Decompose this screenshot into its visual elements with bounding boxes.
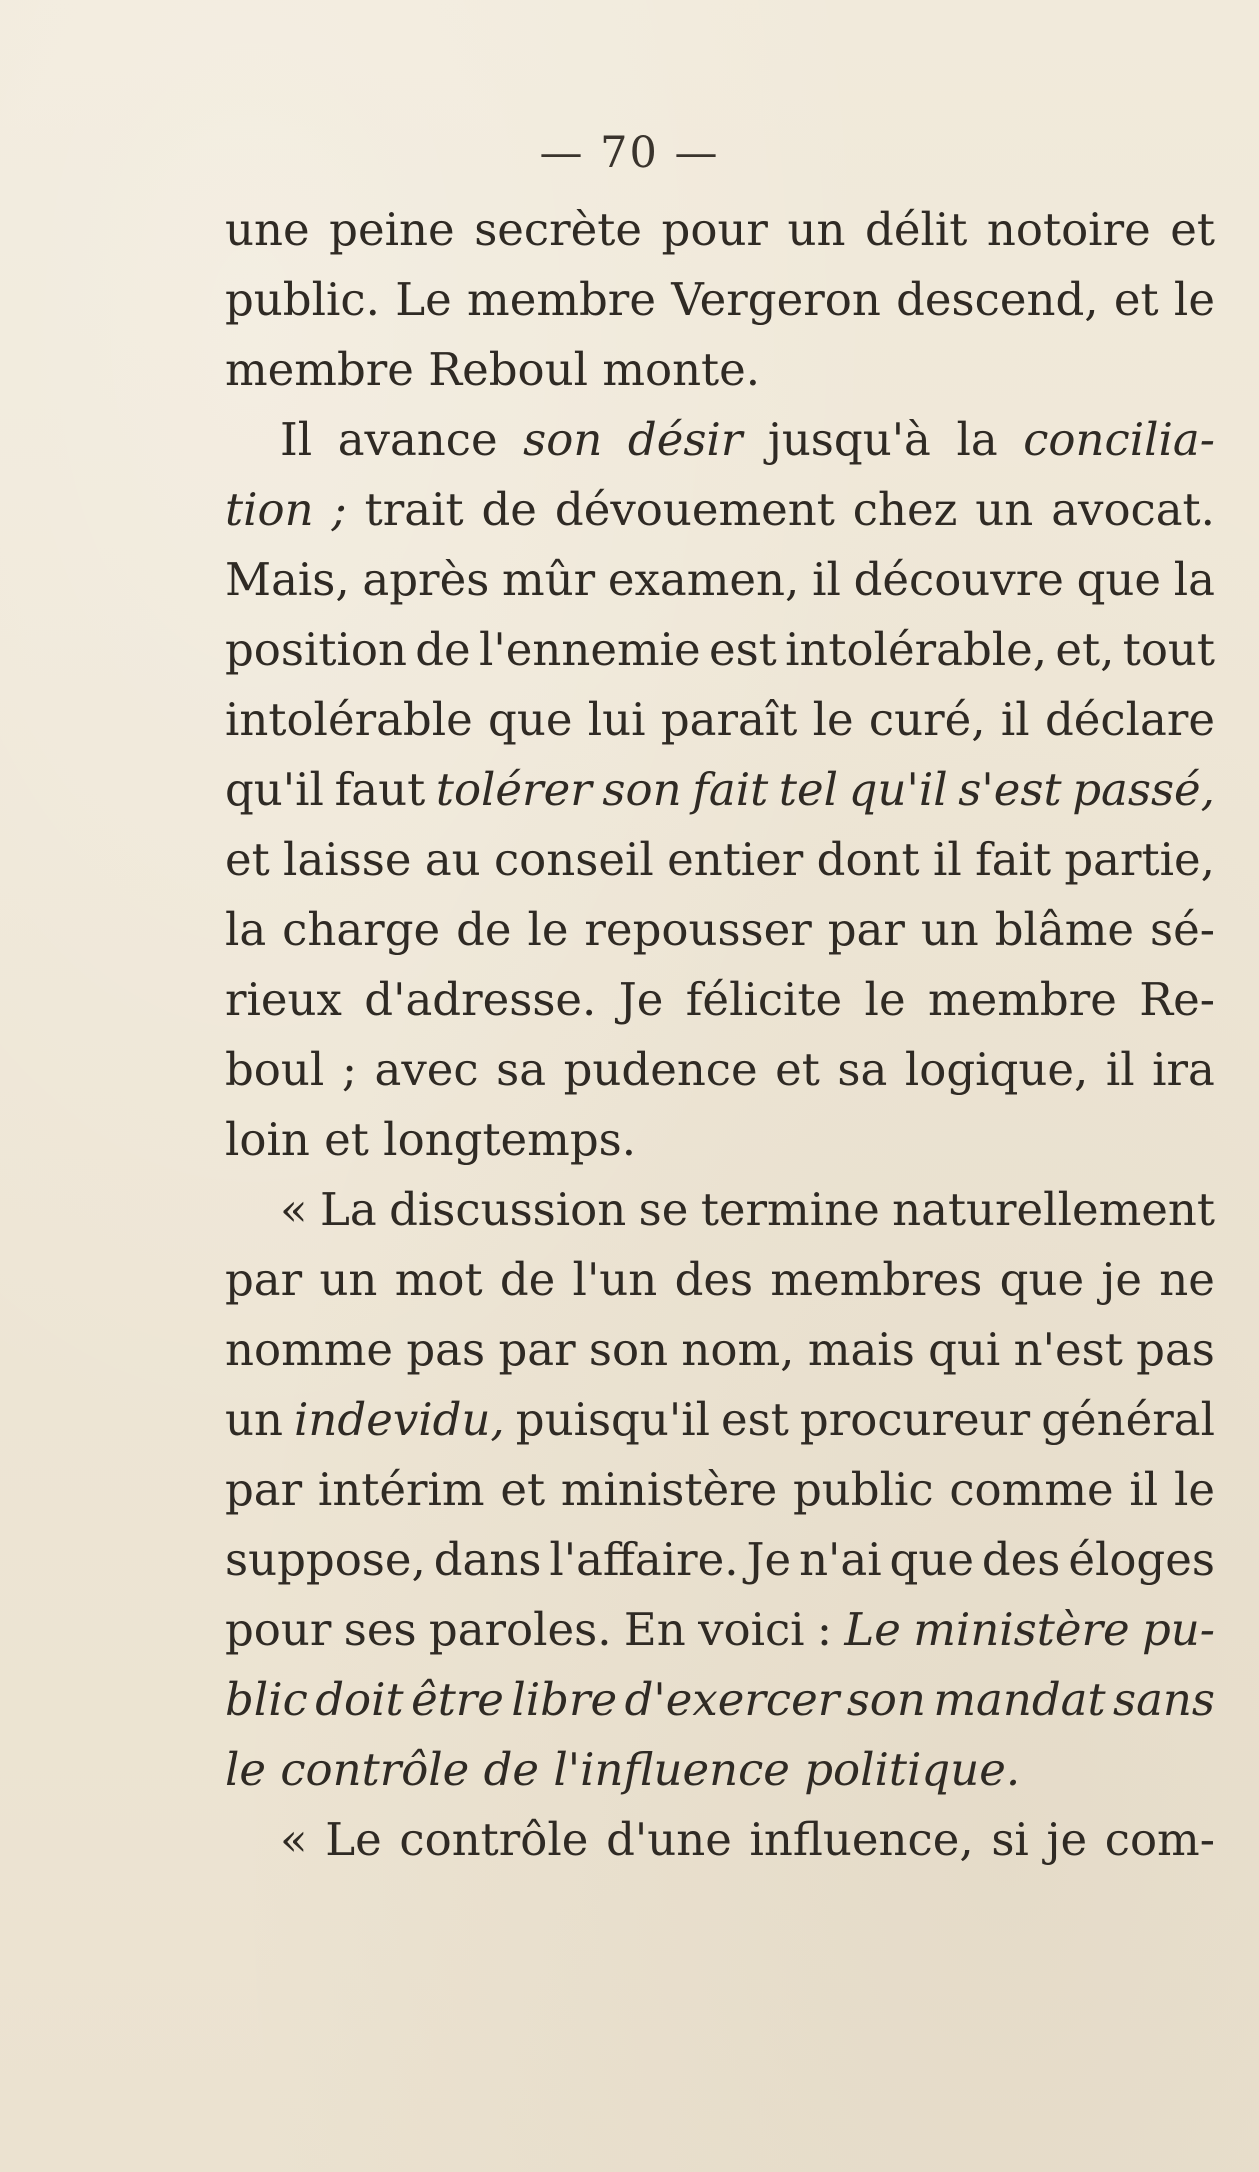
word: avec (374, 1043, 479, 1096)
word: pudence (563, 1043, 758, 1096)
word: intolérable, (785, 623, 1048, 676)
word: de (415, 623, 471, 676)
text-line (225, 265, 1215, 335)
word: par (827, 903, 905, 956)
text-segment: loin et longtemps. (225, 1113, 637, 1166)
italic-word: qu'il (848, 763, 948, 816)
word: faut (334, 763, 426, 816)
word: pour (661, 203, 768, 256)
word: laisse (283, 833, 412, 886)
italic-word: être (411, 1673, 504, 1726)
word: En (623, 1603, 686, 1656)
word: d'une (606, 1813, 732, 1866)
word: Je (618, 973, 664, 1026)
word: mûr (502, 553, 596, 606)
word: voici (698, 1603, 805, 1656)
word: ira (1152, 1043, 1215, 1096)
word: ses (343, 1603, 417, 1656)
text-line (225, 1315, 1215, 1385)
text-line (225, 1175, 1215, 1245)
word: si (991, 1813, 1029, 1866)
word: notoire (986, 203, 1151, 256)
italic-word: son (846, 1673, 926, 1726)
text-segment: membre Reboul monte. (225, 343, 761, 396)
word: curé, (868, 693, 986, 746)
word: boul (225, 1043, 325, 1096)
text-line (225, 545, 1215, 615)
text-line (225, 685, 1215, 755)
word: avocat. (1051, 483, 1215, 536)
word: que (488, 693, 573, 746)
word: découvre (853, 553, 1064, 606)
text-line (225, 195, 1215, 265)
word: le (812, 693, 854, 746)
word: que (889, 1533, 974, 1586)
word: je (1101, 1253, 1142, 1306)
word: pas (1136, 1323, 1215, 1376)
text-line (225, 405, 1215, 475)
italic-word: concilia- (1023, 413, 1215, 466)
italic-word: ministère (913, 1603, 1130, 1656)
word: déclare (1044, 693, 1215, 746)
word: et (775, 1043, 820, 1096)
text-line (225, 1035, 1215, 1105)
word: des (674, 1253, 754, 1306)
word: son (588, 1323, 669, 1376)
word: Mais, (225, 553, 350, 606)
word: le (527, 903, 569, 956)
word: repousser (584, 903, 812, 956)
text-line (225, 1455, 1215, 1525)
word: et (1113, 273, 1159, 326)
word: pas (406, 1323, 486, 1376)
word: le (864, 973, 906, 1026)
word: un (225, 1393, 283, 1446)
word: la (956, 413, 998, 466)
word: ne (1159, 1253, 1215, 1306)
word: un (319, 1253, 378, 1306)
word: charge (282, 903, 441, 956)
word: il (1129, 1463, 1159, 1516)
italic-text: le contrôle de l'influence politique. (225, 1743, 1021, 1796)
word: le (1173, 1463, 1215, 1516)
italic-word: son (523, 413, 603, 466)
text-line (225, 1805, 1215, 1875)
word: est (708, 623, 777, 676)
text-line (225, 1245, 1215, 1315)
word: « (280, 1813, 308, 1866)
text-line (225, 1665, 1215, 1735)
word: membre (927, 973, 1117, 1026)
text-line (225, 755, 1215, 825)
word: général (1041, 1393, 1215, 1446)
italic-word: pu- (1141, 1603, 1215, 1656)
word: sa (837, 1043, 888, 1096)
word: lui (587, 693, 646, 746)
word: chez (852, 483, 958, 536)
word: que (999, 1253, 1085, 1306)
word: paroles. (428, 1603, 612, 1656)
word: naturellement (892, 1183, 1215, 1236)
italic-word: tolérer (435, 763, 592, 816)
word: une (225, 203, 310, 256)
word: position (225, 623, 407, 676)
text-line (225, 1735, 1215, 1805)
word: La (319, 1183, 377, 1236)
text-line (225, 615, 1215, 685)
word: est (721, 1393, 789, 1446)
word: termine (700, 1183, 880, 1236)
word: logique, (904, 1043, 1089, 1096)
word: par (225, 1463, 303, 1516)
word: Je (746, 1533, 792, 1586)
word: membre (467, 273, 656, 326)
italic-word: sans (1113, 1673, 1215, 1726)
word: par (225, 1253, 303, 1306)
word: puisqu'il (515, 1393, 710, 1446)
word: délit (865, 203, 968, 256)
word: ; (341, 1043, 357, 1096)
word: mot (394, 1253, 483, 1306)
word: tout (1122, 623, 1215, 676)
word: comme (949, 1463, 1114, 1516)
word: sé- (1150, 903, 1215, 956)
word: n'est (1013, 1323, 1123, 1376)
word: n'ai (799, 1533, 882, 1586)
word: le (1173, 273, 1215, 326)
text-line (225, 1385, 1215, 1455)
word: intolérable (225, 693, 473, 746)
word: jusqu'à (767, 413, 931, 466)
italic-word: libre (511, 1673, 618, 1726)
text-line (225, 1525, 1215, 1595)
word: partie, (1064, 833, 1215, 886)
word: mais (807, 1323, 915, 1376)
word: éloges (1068, 1533, 1215, 1586)
word: l'affaire. (549, 1533, 739, 1586)
word: et (225, 833, 270, 886)
word: sa (496, 1043, 547, 1096)
word: par (498, 1323, 576, 1376)
word: Il (280, 413, 313, 466)
word: un (920, 903, 979, 956)
word: Le (395, 273, 452, 326)
word: et (1170, 203, 1215, 256)
word: avance (337, 413, 498, 466)
word: entier (667, 833, 804, 886)
italic-word: tel (778, 763, 838, 816)
word: il (1000, 693, 1030, 746)
word: Vergeron (671, 273, 881, 326)
word: je (1046, 1813, 1088, 1866)
italic-word: fait (692, 763, 769, 816)
text-line (225, 335, 1215, 405)
word: : (816, 1603, 833, 1656)
word: félicite (685, 973, 843, 1026)
text-line (225, 825, 1215, 895)
word: descend, (896, 273, 1099, 326)
text-line (225, 1595, 1215, 1665)
word: intérim (317, 1463, 485, 1516)
word: qu'il (225, 763, 324, 816)
word: de (481, 483, 537, 536)
word: conseil (493, 833, 654, 886)
word: des (981, 1533, 1061, 1586)
word: suppose, (225, 1533, 426, 1586)
text-line (225, 965, 1215, 1035)
word: un (975, 483, 1034, 536)
italic-word: indevidu, (294, 1393, 505, 1446)
italic-word: d'exercer (624, 1673, 840, 1726)
italic-word: doit (315, 1673, 404, 1726)
word: et (500, 1463, 546, 1516)
word: nomme (225, 1323, 394, 1376)
text-line (225, 1105, 1215, 1175)
word: public (793, 1463, 934, 1516)
word: public. (225, 273, 380, 326)
text-line (225, 475, 1215, 545)
word: Le (325, 1813, 382, 1866)
word: il (1105, 1043, 1135, 1096)
word: il (812, 553, 841, 606)
word: membres (770, 1253, 983, 1306)
word: pour (225, 1603, 332, 1656)
word: secrète (474, 203, 642, 256)
word: peine (329, 203, 455, 256)
word: blâme (994, 903, 1135, 956)
italic-word: tion (225, 483, 314, 536)
word: de (456, 903, 512, 956)
body-text (225, 195, 1215, 1875)
word: dont (816, 833, 920, 886)
word: un (787, 203, 846, 256)
italic-word: s'est (958, 763, 1062, 816)
word: d'adresse. (364, 973, 597, 1026)
italic-word: passé, (1072, 763, 1215, 816)
word: influence, (749, 1813, 974, 1866)
word: procureur (799, 1393, 1031, 1446)
word: l'ennemie (478, 623, 701, 676)
word: rieux (225, 973, 342, 1026)
word: « (280, 1183, 308, 1236)
word: contrôle (399, 1813, 589, 1866)
word: com- (1104, 1813, 1215, 1866)
word: que (1076, 553, 1161, 606)
word: après (362, 553, 490, 606)
word: au (424, 833, 481, 886)
word: Re- (1139, 973, 1215, 1026)
word: paraît (660, 693, 798, 746)
word: dans (433, 1533, 542, 1586)
word: l'un (572, 1253, 658, 1306)
italic-word: désir (627, 413, 743, 466)
word: examen, (607, 553, 800, 606)
word: la (1173, 553, 1215, 606)
word: nom, (681, 1323, 795, 1376)
italic-word: blic (225, 1673, 308, 1726)
word: ministère (560, 1463, 778, 1516)
word: fait (975, 833, 1052, 886)
text-line (225, 895, 1215, 965)
word: et, (1055, 623, 1115, 676)
italic-word: ; (331, 483, 347, 536)
word: se (638, 1183, 689, 1236)
word: la (225, 903, 267, 956)
word: de (499, 1253, 556, 1306)
word: il (932, 833, 962, 886)
word: dévouement (554, 483, 835, 536)
word: qui (928, 1323, 1001, 1376)
italic-word: son (602, 763, 682, 816)
italic-word: mandat (933, 1673, 1106, 1726)
italic-word: Le (844, 1603, 901, 1656)
word: trait (364, 483, 464, 536)
page-number: — 70 — (539, 128, 720, 178)
word: discussion (389, 1183, 627, 1236)
